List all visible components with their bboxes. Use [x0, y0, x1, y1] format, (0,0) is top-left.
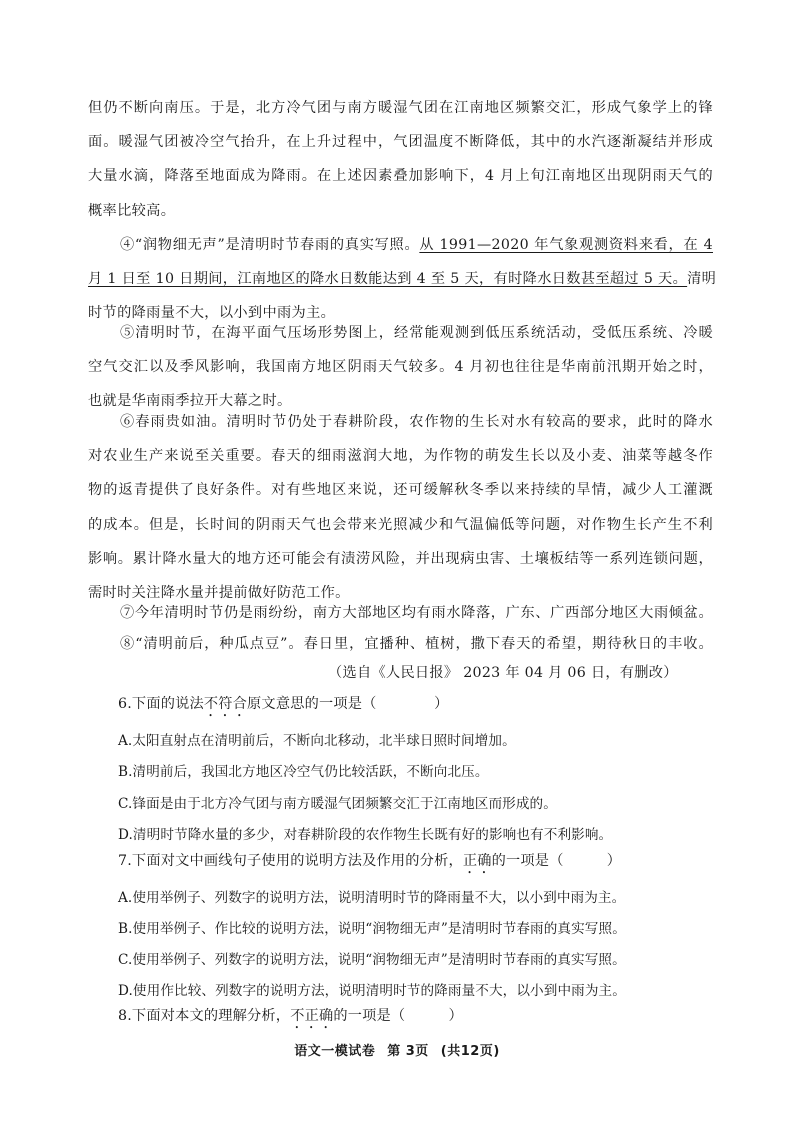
underlined-sentence: 月 1 日至 10 日期间，江南地区的降水日数能达到 4 至 5 天，有时降水日数甚至超过 5 天。 — [88, 271, 688, 288]
emphasized-text: 正确 — [462, 853, 492, 869]
question-text: 8.下面对本文的理解分析， — [118, 1008, 291, 1024]
text-line: 空气交汇以及季风影响，我国南方地区阴雨天气较多。4 月初也往往是华南前汛期开始之时， — [88, 359, 713, 376]
text-line: 但仍不断向南压。于是，北方冷气团与南方暖湿气团在江南地区频繁交汇，形成气象学上的锋 — [88, 100, 713, 116]
text-line: 对农业生产来说至关重要。春天的细雨滋润大地，为作物的萌发生长以及小麦、油菜等越冬作 — [88, 448, 713, 465]
text-line: 大量水滴，降落至地面成为降雨。在上述因素叠加影响下，4 月上旬江南地区出现阴雨天气的 — [88, 168, 713, 185]
text-line: ⑧“清明前后，种瓜点豆”。春日里，宜播种、植树，撒下春天的希望，期待秋日的丰收。 — [120, 636, 713, 652]
question-text: 6.下面的说法 — [118, 696, 204, 712]
text-line: 物的返青提供了良好条件。对有些地区来说，还可缓解秋冬季以来持续的旱情，减少人工灌溉 — [88, 482, 713, 499]
question-text: 7.下面对文中画线句子使用的说明方法及作用的分析， — [118, 853, 463, 869]
underlined-sentence: 从 1991—2020 年气象观测资料来看，在 4 — [419, 237, 713, 253]
question-text: 的一项是（ ） — [491, 853, 622, 869]
page-total: (共12页) — [440, 1044, 500, 1059]
plain-text: 清明 — [687, 271, 717, 288]
plain-text: ④“润物细无声”是清明时节春雨的真实写照。 — [120, 237, 420, 253]
page-footer — [0, 1040, 794, 1059]
paragraph-6 — [88, 405, 713, 610]
paragraph-8 — [88, 627, 713, 661]
text-line: 概率比较高。 — [88, 202, 176, 219]
option-b: B.使用举例子、作比较的说明方法，说明“润物细无声”是清明时节春雨的真实写照。 — [118, 921, 626, 937]
question-text: 原文意思的一项是（ ） — [247, 696, 449, 712]
option-d: D.使用作比较、列数字的说明方法，说明清明时节的降雨量不大，以小到中雨为主。 — [118, 983, 626, 999]
emphasized-text: 不正确 — [290, 1008, 334, 1024]
text-line: 的成本。但是，长时间的阴雨天气也会带来光照减少和气温偏低等问题，对作物生长产生不利 — [88, 516, 713, 533]
text-line: ⑦今年清明时节仍是雨纷纷，南方大部地区均有雨水降落，广东、广西部分地区大雨倾盆。 — [120, 605, 713, 621]
text-line: 时节的降雨量不大，以小到中雨为主。 — [88, 305, 336, 322]
option-a: A.使用举例子、列数字的说明方法，说明清明时节的降雨量不大，以小到中雨为主。 — [118, 890, 626, 906]
text-line: ⑤清明时节，在海平面气压场形势图上，经常能观测到低压系统活动，受低压系统、冷暖 — [120, 325, 713, 341]
question-text: 的一项是（ ） — [333, 1008, 463, 1024]
article-source: （选自《人民日报》 2023 年 04 月 06 日，有删改） — [328, 665, 678, 681]
text-line: 也就是华南雨季拉开大幕之时。 — [88, 393, 292, 410]
question-8 — [118, 1005, 463, 1032]
footer-title: 语文一模试卷 — [294, 1044, 376, 1059]
option-d: D.清明时节降水量的多少，对春耕阶段的农作物生长既有好的影响也有不利影响。 — [118, 827, 613, 843]
emphasized-text: 不符合 — [203, 696, 248, 712]
text-line — [88, 228, 713, 262]
text-line: 需时时关注降水量并提前做好防范工作。 — [88, 584, 350, 601]
page-number: 第 3页 — [387, 1044, 429, 1059]
option-b: B.清明前后，我国北方地区冷空气仍比较活跃，不断向北压。 — [118, 764, 489, 780]
paragraph-7 — [88, 596, 713, 630]
text-line: 影响。累计降水量大的地方还可能会有渍涝风险，并出现病虫害、土壤板结等一系列连锁问题， — [88, 550, 713, 567]
question-6 — [118, 693, 448, 720]
paragraph-continuation — [88, 91, 713, 228]
paragraph-5 — [88, 316, 713, 419]
option-c: C.使用举例子、列数字的说明方法，说明“润物细无声”是清明时节春雨的真实写照。 — [118, 952, 626, 968]
text-line: 面。暖湿气团被冷空气抬升，在上升过程中，气团温度不断降低，其中的水汽逐渐凝结并形成 — [88, 134, 713, 151]
question-7 — [118, 850, 621, 877]
option-c: C.锋面是由于北方冷气团与南方暖湿气团频繁交汇于江南地区而形成的。 — [118, 796, 557, 812]
option-a: A.太阳直射点在清明前后，不断向北移动，北半球日照时间增加。 — [118, 733, 516, 749]
text-line — [88, 262, 717, 296]
text-line: ⑥春雨贵如油。清明时节仍处于春耕阶段，农作物的生长对水有较高的要求，此时的降水 — [120, 414, 713, 430]
